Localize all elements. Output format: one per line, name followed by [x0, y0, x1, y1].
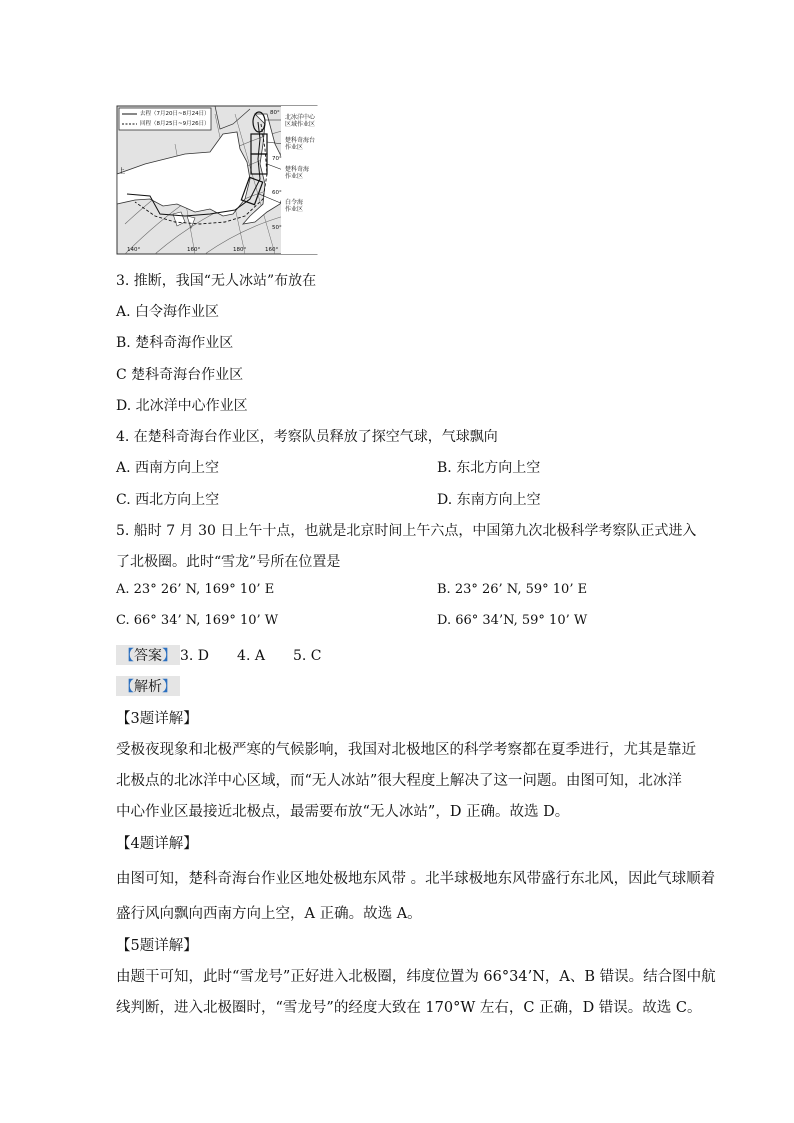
q5-option-b: B. 23° 26’ N, 59° 10’ E — [437, 582, 588, 597]
q3-option-c: C 楚科奇海台作业区 — [116, 367, 244, 383]
analysis-tag-text: 解析 — [134, 679, 162, 695]
detail-4-line: 盛行风向飘向西南方向上空，A 正确。故选 A。 — [116, 906, 422, 922]
area-label-line: 区域作业区 — [285, 121, 316, 128]
area-label-chukchi-sea — [285, 166, 309, 180]
lat-label: 80° — [270, 110, 280, 116]
area-label-line: 北冰洋中心 — [285, 114, 316, 121]
q4-option-a: A. 西南方向上空 — [116, 460, 220, 476]
q5-stem-line1: 5. 船时 7 月 30 日上午十点，也就是北京时间上午六点，中国第九次北极科学考察队正式进入 — [116, 523, 697, 539]
area-label-line: 楚科奇海 — [285, 166, 310, 173]
lon-label: 180° — [233, 247, 247, 253]
area-label-line: 白令海 — [285, 199, 304, 206]
analysis-line — [116, 676, 180, 696]
legend-outbound: 去程（7月20日~8月24日） — [140, 111, 210, 117]
lon-label: 160° — [265, 247, 279, 253]
lat-label: 60° — [272, 190, 282, 196]
lon-label: 140° — [127, 247, 141, 253]
area-label-line: 作业区 — [285, 144, 304, 151]
q3-stem: 3. 推断，我国“无人冰站”布放在 — [116, 273, 317, 289]
q4-option-d: D. 东南方向上空 — [437, 492, 541, 508]
answer-tag: 【答案】 — [116, 645, 180, 665]
q4-option-b: B. 东北方向上空 — [437, 460, 541, 476]
q5-option-c: C. 66° 34’ N, 169° 10’ W — [116, 613, 279, 628]
q3-option-d: D. 北冰洋中心作业区 — [116, 398, 248, 414]
answer-text: 3. D 4. A 5. C — [180, 648, 322, 664]
city-label: 上 — [118, 167, 125, 175]
area-label-bering-sea — [285, 199, 303, 213]
q5-stem-line2: 了北极圈。此时“雪龙”号所在位置是 — [116, 554, 341, 570]
lat-label: 70° — [272, 156, 282, 162]
area-label-line: 作业区 — [285, 173, 304, 180]
detail-3-line: 北极点的北冰洋中心区域，而“无人冰站”很大程度上解决了这一问题。由图可知，北冰洋 — [116, 773, 682, 789]
q5-option-a: A. 23° 26’ N, 169° 10’ E — [116, 582, 275, 597]
area-label-line: 楚科奇海台 — [285, 137, 316, 144]
detail-3-heading: 【3题详解】 — [116, 711, 198, 727]
area-label-chukchi-plateau — [285, 137, 315, 151]
detail-3-line: 中心作业区最接近北极点，最需要布放“无人冰站”，D 正确。故选 D。 — [116, 804, 570, 820]
detail-5-line: 由题干可知，此时“雪龙号”正好进入北极圈，纬度位置为 66°34’N，A、B 错误。结合图中航 — [116, 969, 716, 985]
detail-4-heading: 【4题详解】 — [116, 836, 198, 852]
q3-option-a: A. 白令海作业区 — [116, 304, 220, 320]
lon-label: 160° — [187, 247, 201, 253]
legend-return: 回程（8月25日~9月26日） — [140, 121, 210, 127]
answer-line — [116, 645, 321, 665]
detail-3-line: 受极夜现象和北极严寒的气候影响，我国对北极地区的科学考察都在夏季进行，尤其是靠近 — [116, 742, 696, 758]
q3-option-b: B. 楚科奇海作业区 — [116, 335, 234, 351]
arctic-route-map — [115, 104, 321, 258]
answer-tag-text: 答案 — [134, 648, 162, 664]
q4-option-c: C. 西北方向上空 — [116, 492, 220, 508]
detail-4-line: 由图可知，楚科奇海台作业区地处极地东风带 。北半球极地东风带盛行东北风，因此气球顺着 — [116, 871, 716, 887]
q4-stem: 4. 在楚科奇海台作业区，考察队员释放了探空气球，气球飘向 — [116, 429, 498, 445]
lat-label: 50° — [272, 225, 282, 231]
detail-5-line: 线判断，进入北极圈时，“雪龙号”的经度大致在 170°W 左右，C 正确，D 错误。故选 C。 — [116, 1000, 702, 1016]
area-label-line: 作业区 — [285, 206, 304, 213]
q5-option-d: D. 66° 34’N, 59° 10’ W — [437, 613, 588, 628]
detail-5-heading: 【5题详解】 — [116, 938, 198, 954]
area-label-arctic-center — [285, 114, 315, 128]
analysis-tag: 【解析】 — [116, 676, 180, 696]
